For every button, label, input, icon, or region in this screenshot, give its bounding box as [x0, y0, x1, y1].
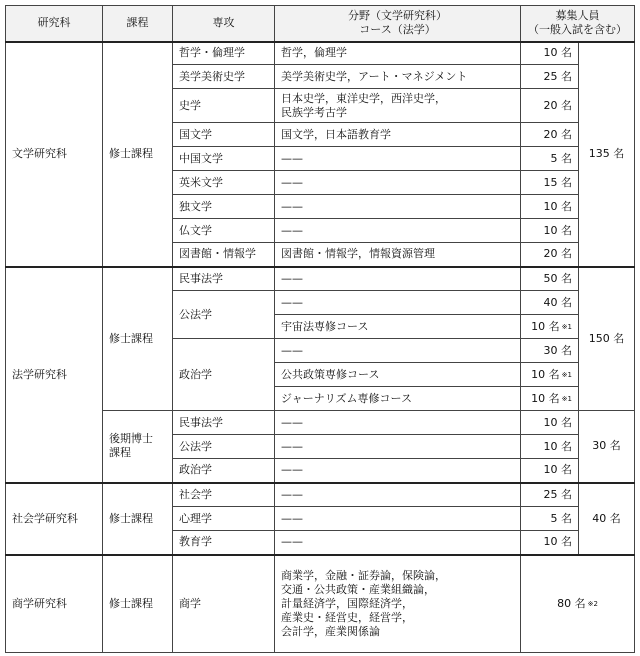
capacity-cell: 15 名 [521, 171, 579, 195]
field-line: 商業学，金融・証券論，保険論， [281, 568, 446, 582]
header-graduate-school: 研究科 [6, 6, 103, 42]
header-capacity-line2: （一般入試を含む） [528, 23, 627, 37]
school-commerce: 商学研究科 [6, 555, 103, 653]
capacity-cell: 5 名 [521, 147, 579, 171]
footnote-mark: ※1 [561, 370, 572, 379]
header-program: 課程 [103, 6, 173, 42]
total-law-doctoral: 30 名 [579, 411, 635, 483]
capacity-cell: 20 名 [521, 243, 579, 267]
total-sociology: 40 名 [579, 483, 635, 555]
major-cell: 民事法学 [173, 267, 275, 291]
capacity-value: 10 名 [531, 367, 560, 381]
header-field-line1: 分野（文学研究科） [348, 9, 447, 23]
field-dash: —— [275, 195, 521, 219]
major-cell: 公法学 [173, 435, 275, 459]
program-letters: 修士課程 [103, 42, 173, 267]
header-field [275, 6, 521, 42]
table-row [6, 483, 635, 507]
field-cell: 図書館・情報学，情報資源管理 [275, 243, 521, 267]
header-major: 専攻 [173, 6, 275, 42]
capacity-cell: 10 名 [521, 531, 579, 555]
major-cell: 商学 [173, 555, 275, 653]
field-dash: —— [275, 531, 521, 555]
footnote-mark: ※1 [561, 322, 572, 331]
capacity-cell: 10 名 [521, 195, 579, 219]
course-cell: ジャーナリズム専修コース [275, 387, 521, 411]
program-line: 課程 [109, 446, 131, 460]
capacity-cell: 10 名 [521, 459, 579, 483]
capacity-cell: 10 名 [521, 411, 579, 435]
footnote-mark: ※2 [587, 599, 598, 608]
header-capacity-line1: 募集人員 [555, 9, 600, 23]
total-letters: 135 名 [579, 42, 635, 267]
field-dash: —— [275, 483, 521, 507]
field-dash: —— [275, 147, 521, 171]
major-cell: 政治学 [173, 459, 275, 483]
field-line: 会計学，産業関係論 [281, 624, 380, 638]
major-cell: 心理学 [173, 507, 275, 531]
field-dash: —— [275, 339, 521, 363]
school-sociology: 社会学研究科 [6, 483, 103, 555]
field-dash: —— [275, 291, 521, 315]
header-field-line2: コース（法学） [359, 23, 436, 37]
admissions-capacity-table [5, 5, 635, 653]
capacity-value: 80 名 [557, 596, 586, 610]
capacity-cell: 40 名 [521, 291, 579, 315]
school-law: 法学研究科 [6, 267, 103, 483]
major-cell: 美学美術史学 [173, 65, 275, 89]
field-dash: —— [275, 435, 521, 459]
footnote-mark: ※1 [561, 394, 572, 403]
program-commerce: 修士課程 [103, 555, 173, 653]
program-law-masters: 修士課程 [103, 267, 173, 411]
field-dash: —— [275, 507, 521, 531]
major-cell: 政治学 [173, 339, 275, 411]
field-dash: —— [275, 219, 521, 243]
table-row [6, 267, 635, 291]
field-cell: 哲学，倫理学 [275, 42, 521, 65]
major-cell: 哲学・倫理学 [173, 42, 275, 65]
major-cell: 図書館・情報学 [173, 243, 275, 267]
capacity-value: 10 名 [531, 319, 560, 333]
major-cell: 英米文学 [173, 171, 275, 195]
capacity-cell: 20 名 [521, 89, 579, 123]
major-cell: 史学 [173, 89, 275, 123]
capacity-cell: 25 名 [521, 65, 579, 89]
capacity-cell: 10 名 [521, 219, 579, 243]
field-cell: 国文学，日本語教育学 [275, 123, 521, 147]
field-cell [275, 555, 521, 653]
capacity-cell: 10 名 [521, 435, 579, 459]
total-commerce [521, 555, 635, 653]
table-row [6, 42, 635, 65]
field-line: 民族学考古学 [281, 105, 347, 119]
field-dash: —— [275, 459, 521, 483]
capacity-cell [521, 363, 579, 387]
table-row [6, 555, 635, 653]
program-line: 後期博士 [109, 432, 153, 446]
course-cell: 公共政策専修コース [275, 363, 521, 387]
total-law-masters: 150 名 [579, 267, 635, 411]
field-line: 日本史学，東洋史学，西洋史学， [281, 91, 446, 105]
capacity-cell: 5 名 [521, 507, 579, 531]
capacity-cell: 20 名 [521, 123, 579, 147]
program-law-doctoral [103, 411, 173, 483]
field-cell [275, 89, 521, 123]
program-sociology: 修士課程 [103, 483, 173, 555]
major-cell: 独文学 [173, 195, 275, 219]
major-cell: 仏文学 [173, 219, 275, 243]
major-cell: 中国文学 [173, 147, 275, 171]
school-letters: 文学研究科 [6, 42, 103, 267]
field-dash: —— [275, 411, 521, 435]
field-line: 計量経済学，国際経済学， [281, 596, 413, 610]
field-line: 交通・公共政策・産業組織論， [281, 582, 435, 596]
field-line: 産業史・経営史，経営学， [281, 610, 413, 624]
capacity-value: 10 名 [531, 391, 560, 405]
field-dash: —— [275, 171, 521, 195]
capacity-cell [521, 315, 579, 339]
field-cell: 美学美術史学，アート・マネジメント [275, 65, 521, 89]
major-cell: 社会学 [173, 483, 275, 507]
major-cell: 民事法学 [173, 411, 275, 435]
major-cell: 教育学 [173, 531, 275, 555]
capacity-cell [521, 387, 579, 411]
field-dash: —— [275, 267, 521, 291]
major-cell: 国文学 [173, 123, 275, 147]
major-cell: 公法学 [173, 291, 275, 339]
header-row [6, 6, 635, 42]
header-capacity [521, 6, 635, 42]
course-cell: 宇宙法専修コース [275, 315, 521, 339]
capacity-cell: 25 名 [521, 483, 579, 507]
capacity-cell: 30 名 [521, 339, 579, 363]
capacity-cell: 10 名 [521, 42, 579, 65]
capacity-cell: 50 名 [521, 267, 579, 291]
